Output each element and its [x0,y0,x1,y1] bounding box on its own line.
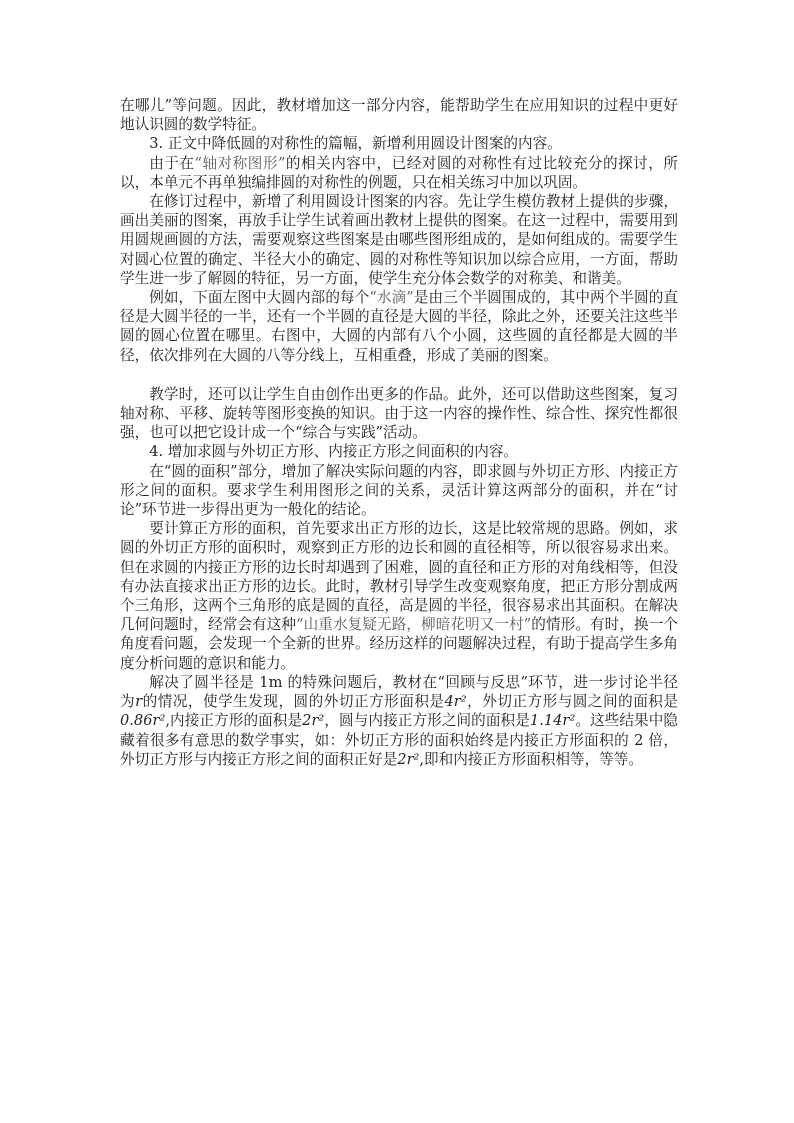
paragraph-example [120,288,678,365]
paragraph-square-area [120,519,678,673]
spacer [120,365,678,385]
highlighted-term: “轴对称图形” [194,154,286,172]
text-run: 的情况，使学生发现，圆的外切正方形面积是 [142,693,445,711]
math-expression: 2r² [397,750,420,768]
paragraph-general-case [120,673,678,769]
paragraph-circle-area: 在“圆的面积”部分，增加了解决实际问题的内容，即求圆与外切正方形、内接正方形之间的面积。要求学生利用图形之间的关系，灵活计算这两部分的面积，并在“讨论”环节进一步得出更为一般化的结论。 [120,462,678,519]
text-run: 例如，下面左图中大圆内部的每个 [149,289,370,307]
text-run: ，外切正方形与圆之间的面积是 [466,693,678,711]
math-expression: 4r² [444,693,467,711]
text-run: 的情形。有时，换一个角度看问题，会发现一个全新的世界。经历这样的问题解决过程，有助于提高学生多角度分析问题的意识和能力。 [120,616,678,672]
text-run: ,内接正方形的面积是 [165,712,303,730]
highlighted-term: “水滴” [369,289,414,307]
text-run: ,即和内接正方形面积相等，等等。 [419,750,643,768]
highlighted-quote: “山重水复疑无路，柳暗花明又一村” [296,616,532,634]
section-heading-3: 3. 正文中降低圆的对称性的篇幅，新增利用圆设计图案的内容。 [149,135,562,153]
paragraph-teaching: 教学时，还可以让学生自由创作出更多的作品。此外，还可以借助这些图案，复习轴对称、平移、旋转等图形变换的知识。由于这一内容的操作性、综合性、探究性都很强，也可以把它设计成一个“综合与实践”活动。 [120,385,678,442]
math-expression: 2r² [302,712,325,730]
text-run: 的相关内容中，已经对圆的对称性有过比较充分的探讨，所以，本单元不再单独编排圆的对称性的例题，只在相关练习中加以巩固。 [120,154,678,191]
document-body [120,96,678,769]
math-expression: 1.14r² [529,712,576,730]
text-run: 解决了圆半径是 1m 的特殊问题后，教材在“回顾与反思”环节，进一步讨论半径为 [120,673,678,711]
text-run: 要计算正方形的面积，首先要求出正方形的边长，这是比较常规的思路。例如，求圆的外切正方形的面积时，观察到正方形的边长和圆的直径相等，所以很容易求出来。但在求圆的内接正方形的边长时却遇到了困难，圆的直径和正方形的对角线相等，但没有办法直接求出正方形的边长。此时，教材引导学生改变观察角度，把正方形分割成两个三角形，这两个三角形的底是圆的直径，高是圆的半径，很容易求出其面积。在解决几何问题时，经常会有这种 [120,520,678,634]
text-run: 是由三个半圆围成的，其中两个半圆的直径是大圆半径的一半，还有一个半圆的直径是大圆的半径，除此之外，还要关注这些半圆的圆心位置在哪里。右图中，大圆的内部有八个小圆，这些圆的直径都是大圆的半径，依次排列在大圆的八等分线上，互相重叠，形成了美丽的图案。 [120,289,678,364]
paragraph-symmetry [120,154,678,192]
paragraph-revision: 在修订过程中，新增了利用圆设计图案的内容。先让学生模仿教材上提供的步骤，画出美丽的图案，再放手让学生试着画出教材上提供的图案。在这一过程中，需要用到用圆规画圆的方法，需要观察这些图案是由哪些图形组成的，是如何组成的。需要学生对圆心位置的确定、半径大小的确定、圆的对称性等知识加以综合应用，一方面，帮助学生进一步了解圆的特征，另一方面，使学生充分体会数学的对称美、和谐美。 [120,193,678,287]
math-expression: 0.86r² [120,712,166,730]
text-run: ，圆与内接正方形之间的面积是 [324,712,530,730]
math-variable: r [135,693,143,711]
paragraph-1: 在哪儿”等问题。因此，教材增加这一部分内容，能帮助学生在应用知识的过程中更好地认识圆的数学特征。 [120,97,678,134]
text-run: 。这些结果中隐藏着很多有意思的数学事实，如：外切正方形的面积始终是内接正方形面积的 2 倍，外切正方形与内接正方形之间的面积正好是 [120,712,678,768]
section-heading-4: 4. 增加求圆与外切正方形、内接正方形之间面积的内容。 [149,443,519,461]
text-run: 由于在 [149,154,195,172]
